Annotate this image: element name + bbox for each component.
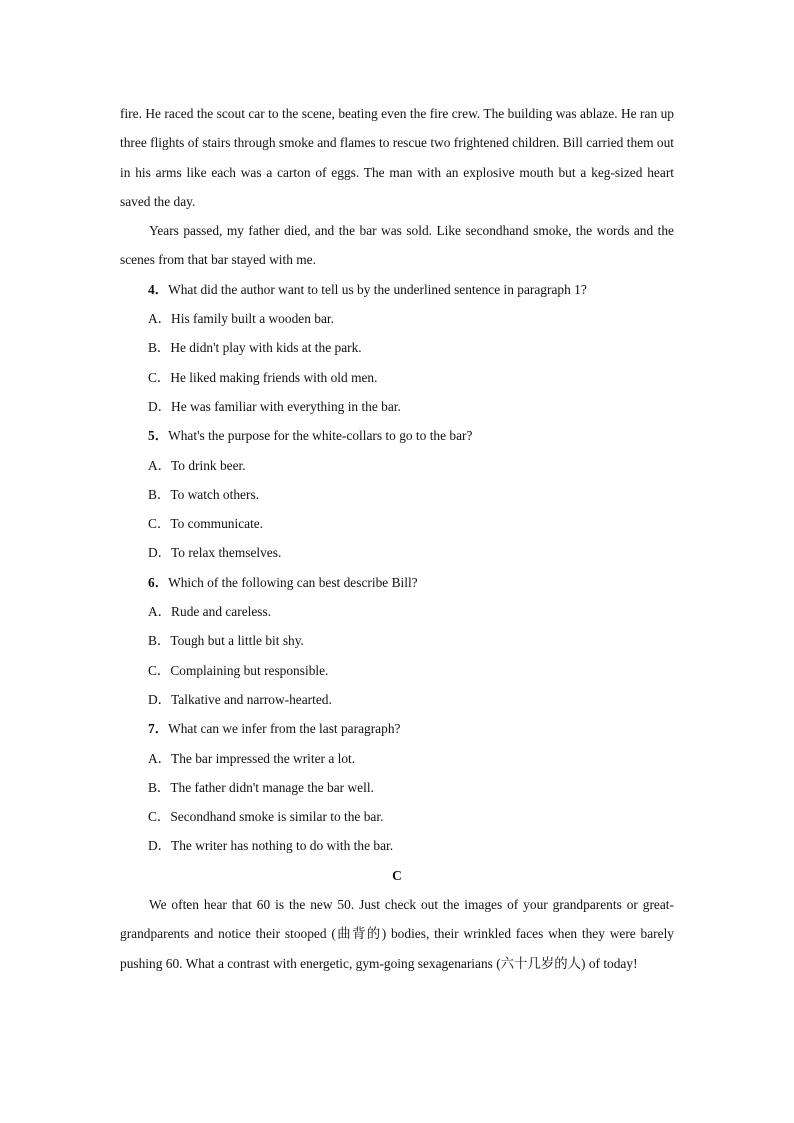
option-d: D．He was familiar with everything in the bar. (148, 398, 401, 414)
option-c: C．He liked making friends with old men. (148, 369, 378, 385)
question-stem (120, 421, 674, 450)
option-a: A．To drink beer. (148, 457, 246, 473)
option-d: D．The writer has nothing to do with the bar. (148, 838, 394, 854)
document-page (120, 99, 674, 978)
question-number: 5． (148, 428, 169, 444)
question-stem (120, 568, 674, 597)
option-d: D．Talkative and narrow-hearted. (148, 691, 332, 707)
question-number: 4． (148, 281, 169, 297)
section-c-heading: C (392, 867, 402, 883)
question-7 (120, 714, 674, 860)
question-text: What did the author want to tell us by the underlined sentence in paragraph 1? (168, 281, 587, 297)
option-a: A．His family built a wooden bar. (148, 311, 334, 327)
option-c: C．Complaining but responsible. (148, 662, 329, 678)
question-stem (120, 275, 674, 304)
option-c: C．Secondhand smoke is similar to the bar. (148, 809, 384, 825)
question-text: Which of the following can best describe Bill? (168, 574, 418, 590)
question-6 (120, 568, 674, 714)
question-number: 7． (148, 721, 169, 737)
section-c-paragraph: We often hear that 60 is the new 50. Just check out the images of your grandparents or great-grandparents and notice their stooped (曲背的) bodies, their wrinkled faces when they were barely pushing 60. What a contrast with energetic, gym-going sexagenarians (六十几岁的人) of today! (120, 897, 674, 971)
question-stem (120, 714, 674, 743)
option-a: A．The bar impressed the writer a lot. (148, 750, 356, 766)
question-text: What can we infer from the last paragraph? (168, 721, 401, 737)
option-b: B．To watch others. (148, 486, 260, 502)
option-b: B．The father didn't manage the bar well. (148, 779, 374, 795)
passage-b-last-paragraph: Years passed, my father died, and the bar was sold. Like secondhand smoke, the words and the scenes from that bar stayed with me. (120, 223, 674, 268)
option-b: B．Tough but a little bit shy. (148, 633, 304, 649)
option-c: C．To communicate. (148, 516, 264, 532)
question-5 (120, 421, 674, 567)
option-a: A．Rude and careless. (148, 604, 272, 620)
passage-b-paragraph: fire. He raced the scout car to the scene, beating even the fire crew. The building was ablaze. He ran up three flights of stairs through smoke and flames to rescue two frightened children. Bill carried them out in his arms like each was a carton of eggs. The man with an explosive mouth but a keg-sized heart saved the day. (120, 106, 674, 209)
option-b: B．He didn't play with kids at the park. (148, 340, 362, 356)
question-4 (120, 275, 674, 421)
option-d: D．To relax themselves. (148, 545, 282, 561)
question-text: What's the purpose for the white-collars to go to the bar? (168, 428, 473, 444)
question-number: 6． (148, 574, 169, 590)
